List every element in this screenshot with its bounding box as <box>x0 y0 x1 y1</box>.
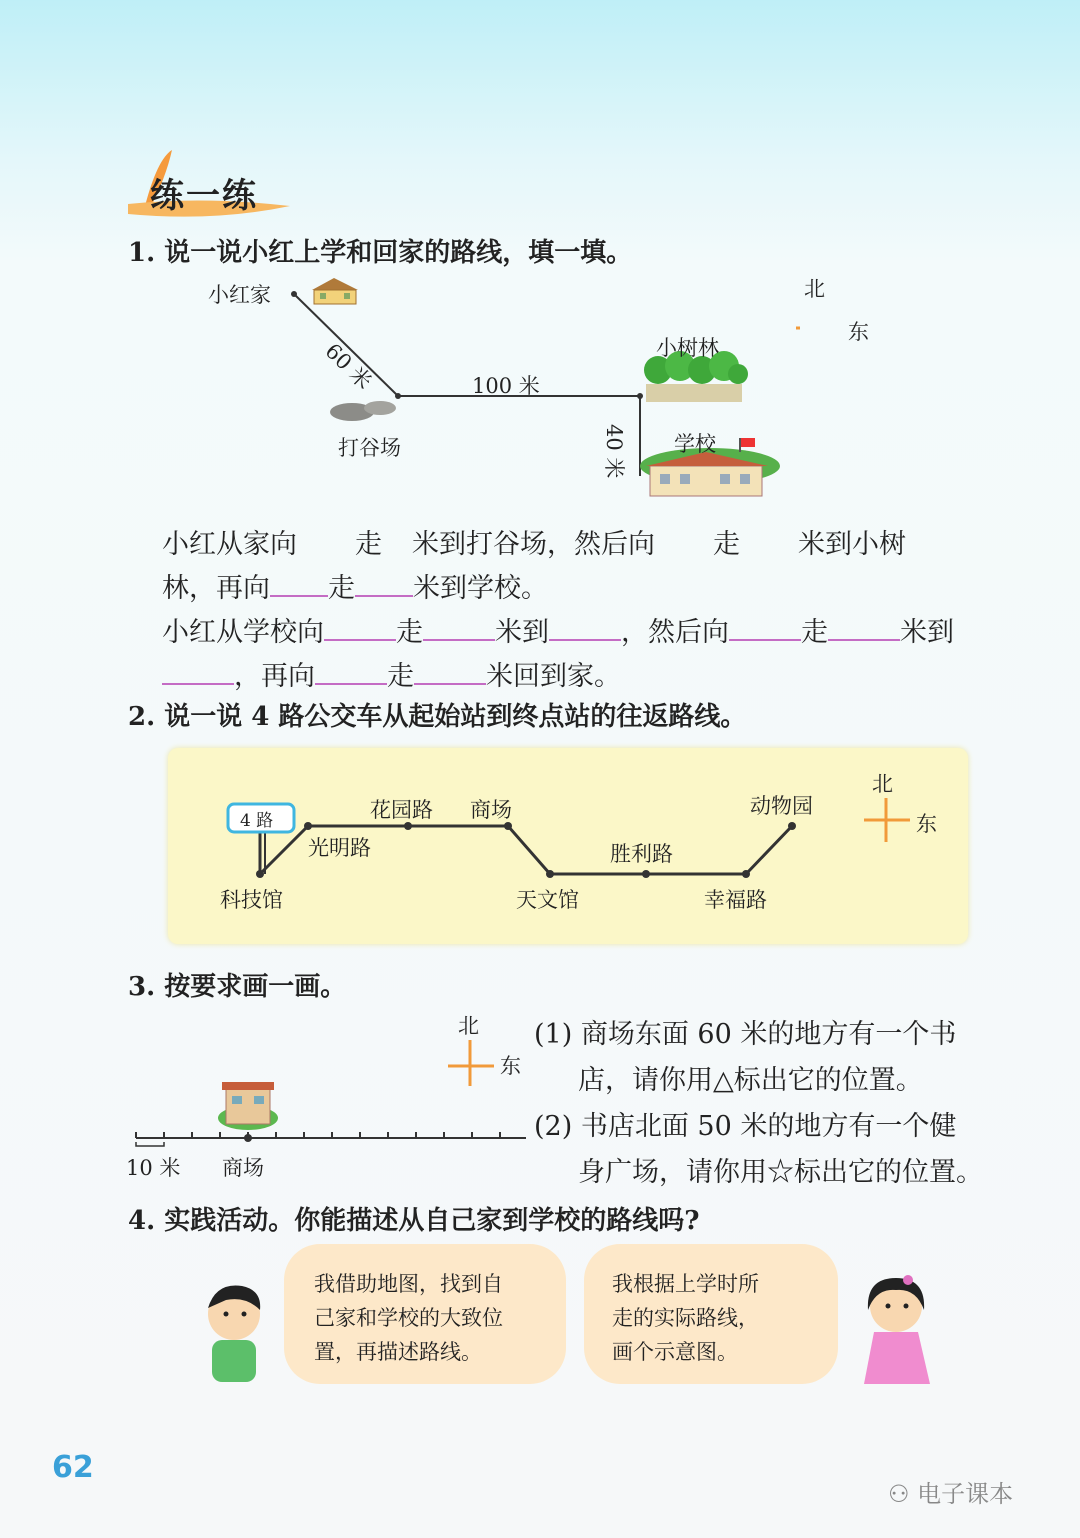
q3-item-1a: (1) 商场东面 60 米的地方有一个书 <box>534 1019 957 1050</box>
bubble-left-line-1: 我借助地图，找到自 <box>314 1272 503 1296</box>
page-number: 62 <box>52 1450 94 1485</box>
compass-north: 北 <box>872 772 893 796</box>
blank[interactable] <box>828 613 900 641</box>
stop-0: 科技馆 <box>220 888 283 912</box>
compass-icon <box>796 306 800 348</box>
blank[interactable] <box>655 525 713 553</box>
watermark: ⚇ 电子课本 <box>888 1480 1014 1508</box>
compass-icon <box>448 1040 494 1086</box>
blank[interactable] <box>729 613 801 641</box>
q4-title: 4. 实践活动。你能描述从自己家到学校的路线吗? <box>128 1206 700 1236</box>
bubble-right-line-2: 走的实际路线， <box>612 1306 759 1330</box>
blank[interactable] <box>270 569 328 597</box>
boy-illustration <box>186 1274 282 1394</box>
blank[interactable] <box>324 613 396 641</box>
label-dist-60: 60 米 <box>320 338 377 394</box>
compass-north: 北 <box>804 277 825 301</box>
q3-item-2a: (2) 书店北面 50 米的地方有一个健 <box>534 1111 957 1142</box>
stop-7: 动物园 <box>750 794 813 818</box>
stop-4: 天文馆 <box>516 888 579 912</box>
bus-route-map <box>168 748 968 944</box>
blank[interactable] <box>162 657 234 685</box>
bubble-left-line-3: 置，再描述路线。 <box>314 1340 482 1364</box>
blank[interactable] <box>315 657 387 685</box>
blank[interactable] <box>382 525 412 553</box>
blank[interactable] <box>549 613 621 641</box>
compass-east: 东 <box>848 320 869 344</box>
rock-icon <box>330 401 396 421</box>
mall-label: 商场 <box>222 1156 264 1180</box>
scale-label: 10 米 <box>126 1156 181 1180</box>
label-woods: 小树林 <box>656 336 719 360</box>
q3-item-2b: 身广场，请你用☆标出它的位置。 <box>578 1157 983 1188</box>
q1-line-1: 小红从家向 走 米到打谷场，然后向 走 米到小树 <box>162 522 906 561</box>
section-title: 练一练 <box>150 176 258 216</box>
compass-east: 东 <box>500 1054 521 1078</box>
compass-north: 北 <box>458 1014 479 1038</box>
label-threshing: 打谷场 <box>338 436 401 460</box>
blank[interactable] <box>740 525 798 553</box>
q1-title: 1. 说一说小红上学和回家的路线，填一填。 <box>128 238 633 268</box>
q1-line-3: 小红从学校向 走 米到 ，然后向 走 米到 <box>162 610 954 649</box>
stop-3: 商场 <box>470 798 512 822</box>
q1-line-2: 林，再向 走 米到学校。 <box>162 566 548 605</box>
blank[interactable] <box>355 569 413 597</box>
house-icon <box>312 278 358 304</box>
bubble-right-line-1: 我根据上学时所 <box>612 1272 759 1296</box>
compass-icon <box>864 798 910 842</box>
stop-1: 光明路 <box>308 836 371 860</box>
bubble-left-line-2: 己家和学校的大致位 <box>314 1306 503 1330</box>
label-school: 学校 <box>674 432 716 456</box>
blank[interactable] <box>423 613 495 641</box>
q1-line-4: ，再向 走 米回到家。 <box>162 654 621 693</box>
compass-east: 东 <box>916 812 937 836</box>
q3-item-1b: 店，请你用△标出它的位置。 <box>578 1065 923 1096</box>
blank[interactable] <box>414 657 486 685</box>
mall-building-icon <box>218 1082 278 1130</box>
girl-illustration <box>846 1270 942 1390</box>
q3-title: 3. 按要求画一画。 <box>128 972 347 1002</box>
q2-title: 2. 说一说 4 路公交车从起始站到终点站的往返路线。 <box>128 702 747 732</box>
bus-sign-label: 4 路 <box>240 811 274 831</box>
label-dist-100: 100 米 <box>472 374 540 398</box>
bubble-right-line-3: 画个示意图。 <box>612 1340 738 1364</box>
label-home: 小红家 <box>208 283 271 307</box>
label-dist-40: 40 米 <box>602 424 626 479</box>
stop-2: 花园路 <box>370 798 433 822</box>
stop-5: 胜利路 <box>610 842 673 866</box>
chat-icon: ⚇ <box>888 1480 918 1508</box>
stop-6: 幸福路 <box>704 888 767 912</box>
blank[interactable] <box>297 525 355 553</box>
